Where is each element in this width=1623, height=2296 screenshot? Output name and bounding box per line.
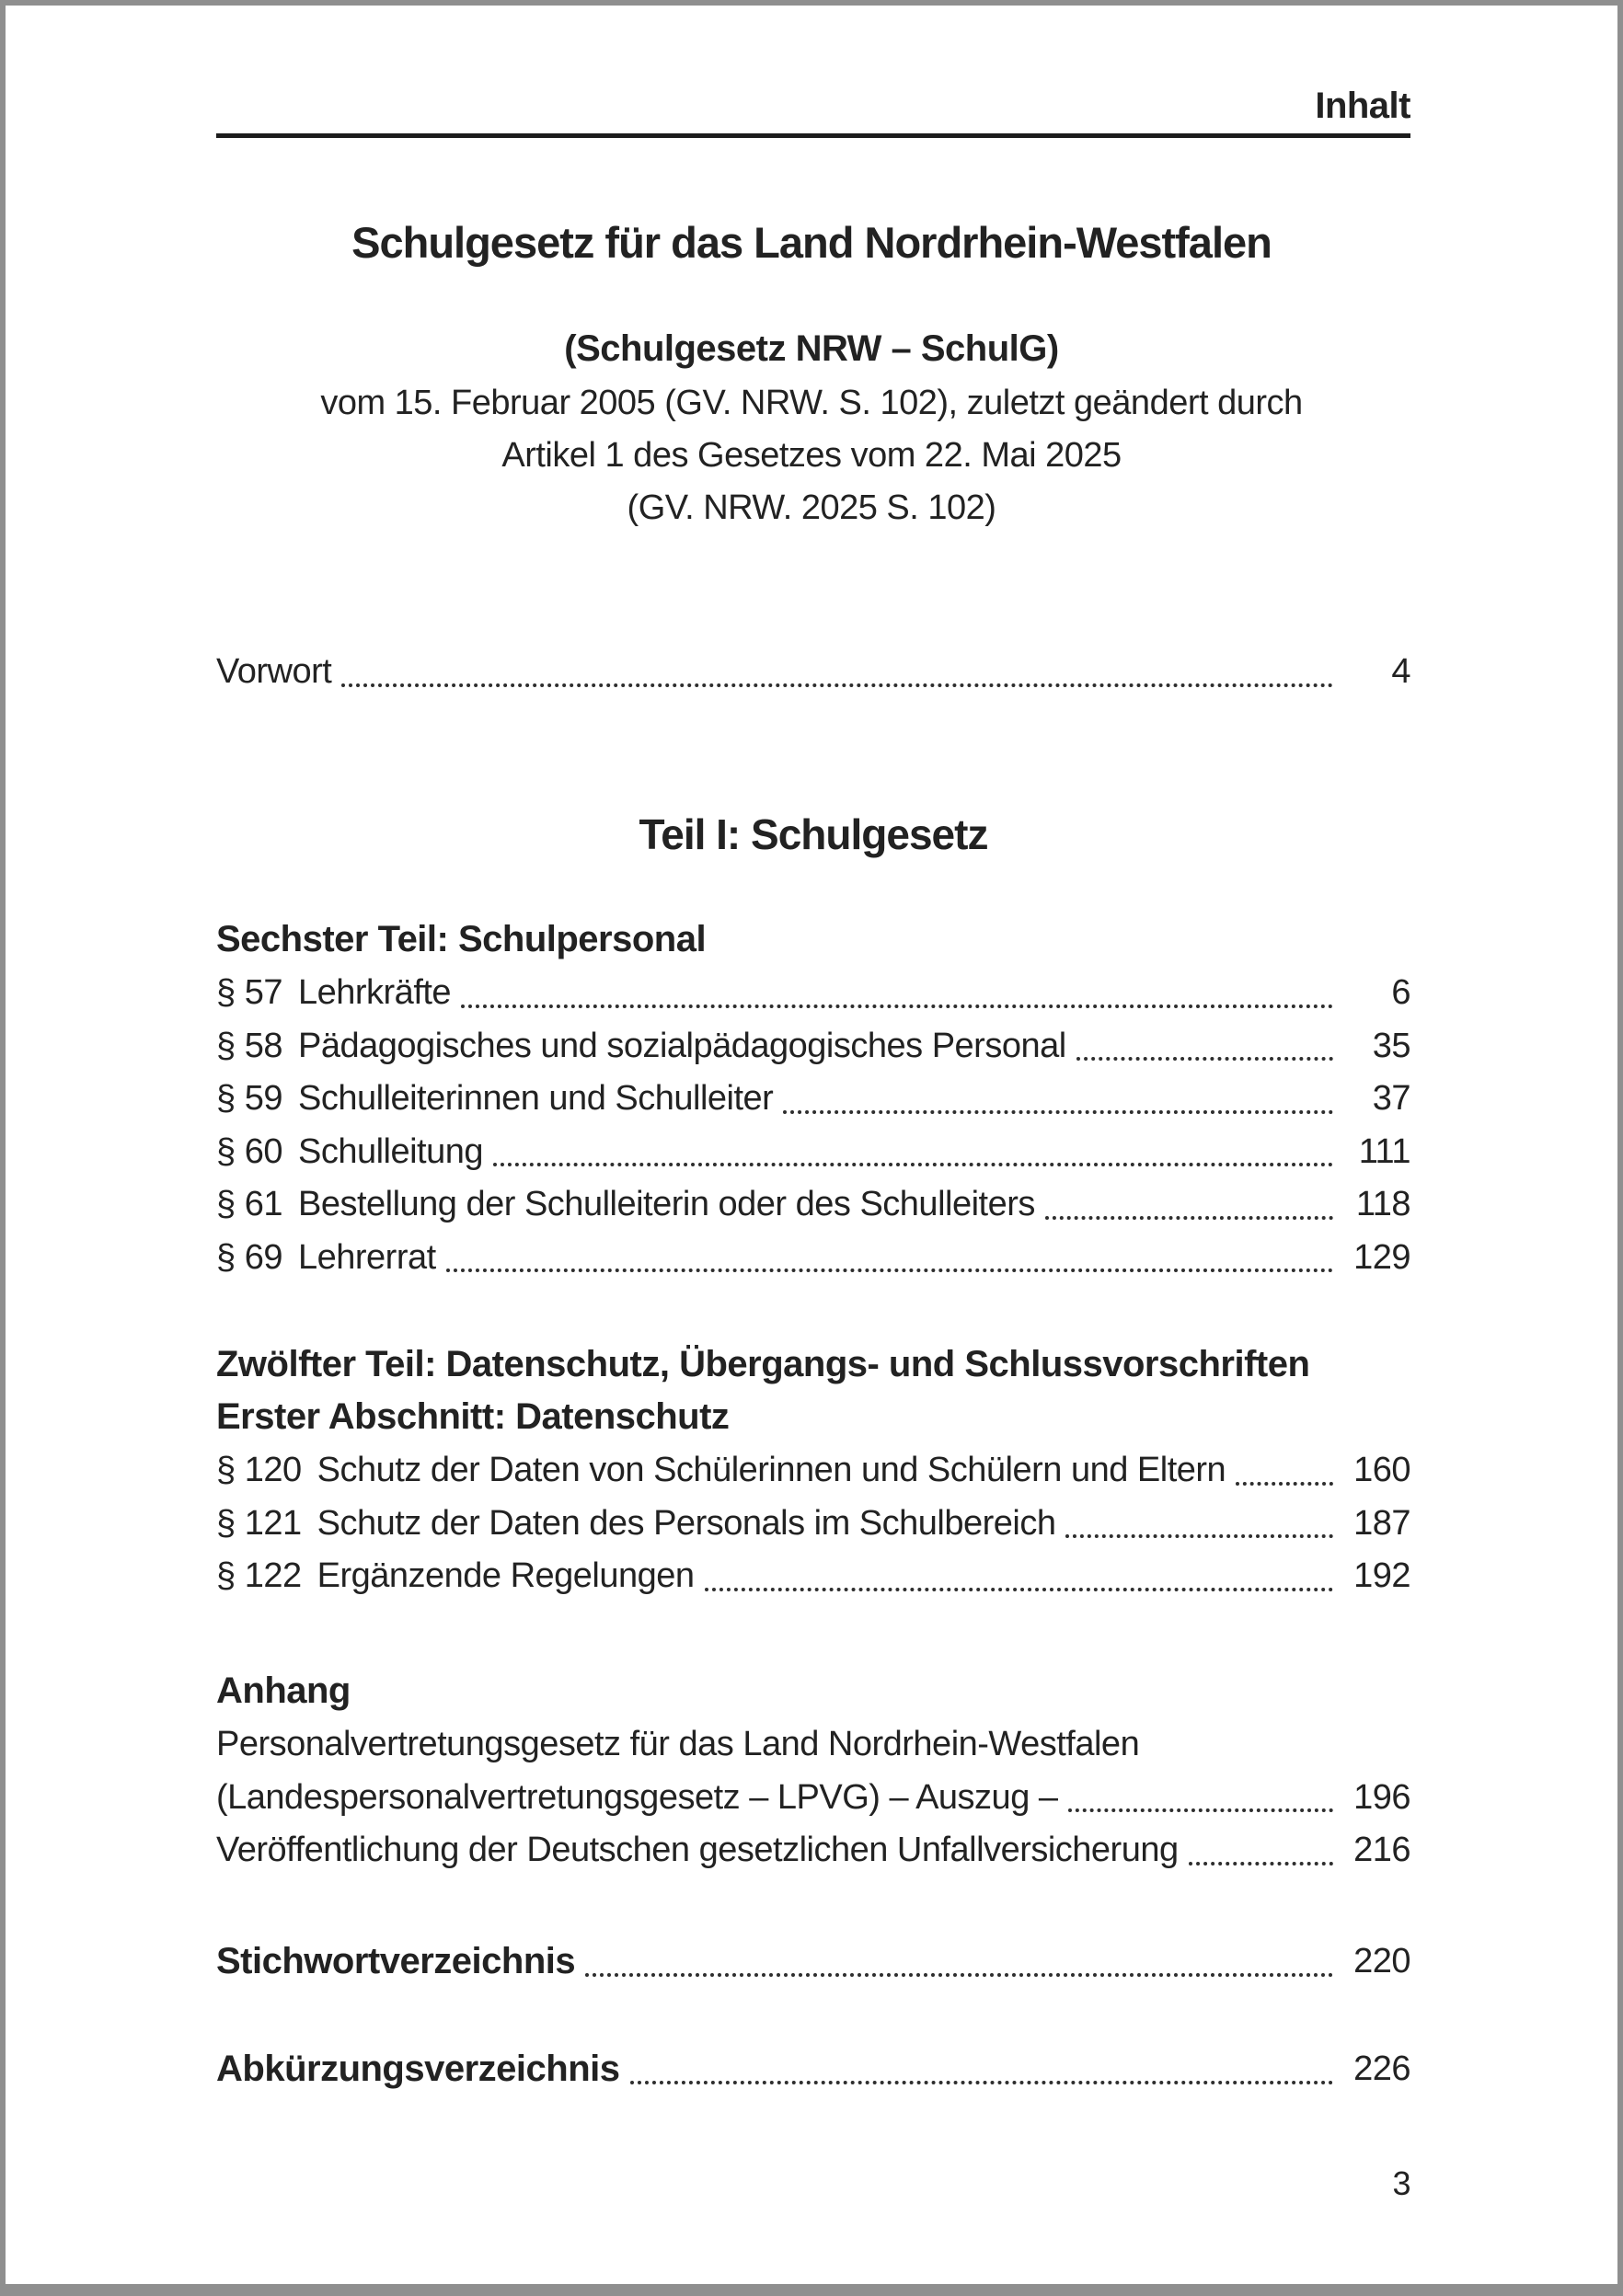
entry-label	[216, 1444, 1226, 1498]
toc-entry	[216, 967, 1410, 1020]
toc-entry	[216, 646, 1410, 699]
source-line: (GV. NRW. 2025 S. 102)	[627, 488, 996, 527]
dot-leader	[585, 1973, 1333, 1977]
entry-title-text: Personalvertretungsgesetz für das Land Nordrhein-Westfalen	[216, 1725, 1140, 1763]
toc-entry	[216, 1073, 1410, 1126]
entry-label	[216, 1073, 773, 1126]
entry-paragraph-ref: § 122	[216, 1556, 302, 1595]
dot-leader	[461, 1004, 1333, 1008]
toc-group-rows	[216, 1718, 1410, 1877]
entry-paragraph-ref: § 69	[216, 1237, 282, 1277]
running-header-label: Inhalt	[1315, 86, 1410, 126]
entry-paragraph-ref: § 58	[216, 1026, 282, 1065]
entry-page-number: 111	[1358, 1131, 1410, 1171]
toc-entry	[216, 1772, 1410, 1825]
dot-leader	[1045, 1216, 1333, 1220]
source-line: Artikel 1 des Gesetzes vom 22. Mai 2025	[501, 436, 1122, 475]
dot-leader	[705, 1588, 1333, 1591]
dot-leader	[493, 1163, 1333, 1166]
entry-label	[216, 967, 451, 1020]
entry-paragraph-ref: § 57	[216, 973, 282, 1012]
entry-title-text: (Landespersonalvertretungsgesetz – LPVG) – Auszug –	[216, 1777, 1058, 1817]
entry-title-text: Lehrkräfte	[297, 973, 452, 1012]
entry-title-text: Bestellung der Schulleiterin oder des Schulleiters	[297, 1185, 1035, 1223]
entry-label	[216, 1718, 1139, 1772]
dot-leader	[1236, 1482, 1333, 1486]
toc-entry	[216, 1178, 1410, 1232]
toc-entry	[216, 1718, 1410, 1772]
header-rule	[216, 133, 1410, 138]
dot-leader	[446, 1269, 1333, 1272]
entry-title-text: Abkürzungsverzeichnis	[216, 2049, 620, 2089]
entry-label	[216, 1178, 1035, 1232]
toc-group-rows	[216, 1444, 1410, 1603]
entry-page-number: 37	[1372, 1079, 1410, 1118]
toc-entry-vorwort	[216, 646, 1410, 699]
entry-label	[216, 1772, 1058, 1825]
entry-paragraph-ref: § 60	[216, 1131, 282, 1171]
entry-page-number: 220	[1353, 1942, 1410, 1980]
entry-page-number: 35	[1372, 1026, 1410, 1065]
entry-title-text: Pädagogisches und sozialpädagogisches Personal	[297, 1026, 1066, 1065]
entry-page-number: 216	[1353, 1831, 1410, 1869]
entry-label: Vorwort	[216, 652, 332, 691]
toc-entry	[216, 1824, 1410, 1877]
section-heading: Zwölfter Teil: Datenschutz, Übergangs- und Schlussvorschriften	[216, 1344, 1310, 1384]
dot-leader	[1068, 1808, 1333, 1812]
entry-label	[216, 1020, 1066, 1073]
section-heading: Anhang	[216, 1670, 351, 1711]
section-heading: Sechster Teil: Schulpersonal	[216, 919, 707, 959]
source-line: vom 15. Februar 2005 (GV. NRW. S. 102), zuletzt geändert durch	[320, 384, 1303, 422]
entry-title-text: Lehrerrat	[297, 1237, 436, 1277]
entry-page-number: 196	[1353, 1777, 1410, 1817]
toc-entry	[216, 1232, 1410, 1285]
dot-leader	[1076, 1057, 1333, 1061]
entry-label	[216, 1824, 1179, 1877]
toc-group	[216, 1665, 1410, 1877]
entry-label	[216, 2043, 620, 2096]
entry-label	[216, 1550, 695, 1603]
dot-leader	[630, 2081, 1333, 2084]
section-heading: Erster Abschnitt: Datenschutz	[216, 1396, 730, 1437]
toc-entry	[216, 1935, 1410, 1989]
book-title: Schulgesetz für das Land Nordrhein-Westfalen	[351, 218, 1272, 267]
toc-back-matter-row	[216, 1935, 1410, 1989]
entry-page-number: 187	[1353, 1503, 1410, 1543]
entry-paragraph-ref: § 61	[216, 1185, 282, 1223]
entry-page-number: 226	[1353, 2049, 1410, 2088]
source-lines	[92, 377, 1531, 534]
entry-title-text: Schulleitung	[297, 1131, 484, 1171]
entry-label	[216, 1935, 575, 1989]
entry-title-text: Schutz der Daten von Schülerinnen und Schülern und Eltern	[317, 1451, 1226, 1489]
entry-title-text: Ergänzende Regelungen	[317, 1556, 695, 1595]
toc-entry	[216, 1020, 1410, 1073]
entry-page-number: 6	[1391, 973, 1410, 1012]
toc-entry	[216, 1550, 1410, 1603]
entry-label	[216, 1126, 483, 1179]
toc-group	[216, 1338, 1410, 1603]
running-header	[216, 85, 1410, 127]
entry-title-text: Veröffentlichung der Deutschen gesetzlichen Unfallversicherung	[216, 1831, 1179, 1869]
entry-title-text: Stichwortverzeichnis	[216, 1941, 576, 1981]
entry-paragraph-ref: § 121	[216, 1503, 302, 1543]
dot-leader	[341, 683, 1333, 687]
entry-page-number: 4	[1391, 652, 1410, 691]
page-number: 3	[1392, 2164, 1410, 2202]
entry-title-text: Schulleiterinnen und Schulleiter	[297, 1079, 774, 1118]
entry-paragraph-ref: § 59	[216, 1079, 282, 1118]
toc-entry	[216, 1126, 1410, 1179]
entry-page-number: 192	[1353, 1556, 1410, 1595]
entry-title-text: Schutz der Daten des Personals im Schulbereich	[317, 1503, 1056, 1543]
part-heading: Teil I: Schulgesetz	[639, 810, 988, 858]
dot-leader	[783, 1110, 1333, 1114]
dot-leader	[1065, 1534, 1333, 1538]
toc-entry	[216, 2043, 1410, 2096]
entry-page-number: 129	[1353, 1237, 1410, 1277]
book-subtitle: (Schulgesetz NRW – SchulG)	[564, 328, 1059, 369]
toc-back-matter-row	[216, 2043, 1410, 2096]
toc-group-rows	[216, 967, 1410, 1284]
toc-entry	[216, 1444, 1410, 1498]
entry-label	[216, 1498, 1055, 1551]
toc-group	[216, 913, 1410, 1284]
entry-page-number: 118	[1355, 1185, 1410, 1223]
entry-page-number: 160	[1353, 1451, 1410, 1489]
entry-paragraph-ref: § 120	[216, 1451, 302, 1489]
dot-leader	[1189, 1862, 1333, 1866]
entry-label	[216, 1232, 436, 1285]
toc-entry	[216, 1498, 1410, 1551]
